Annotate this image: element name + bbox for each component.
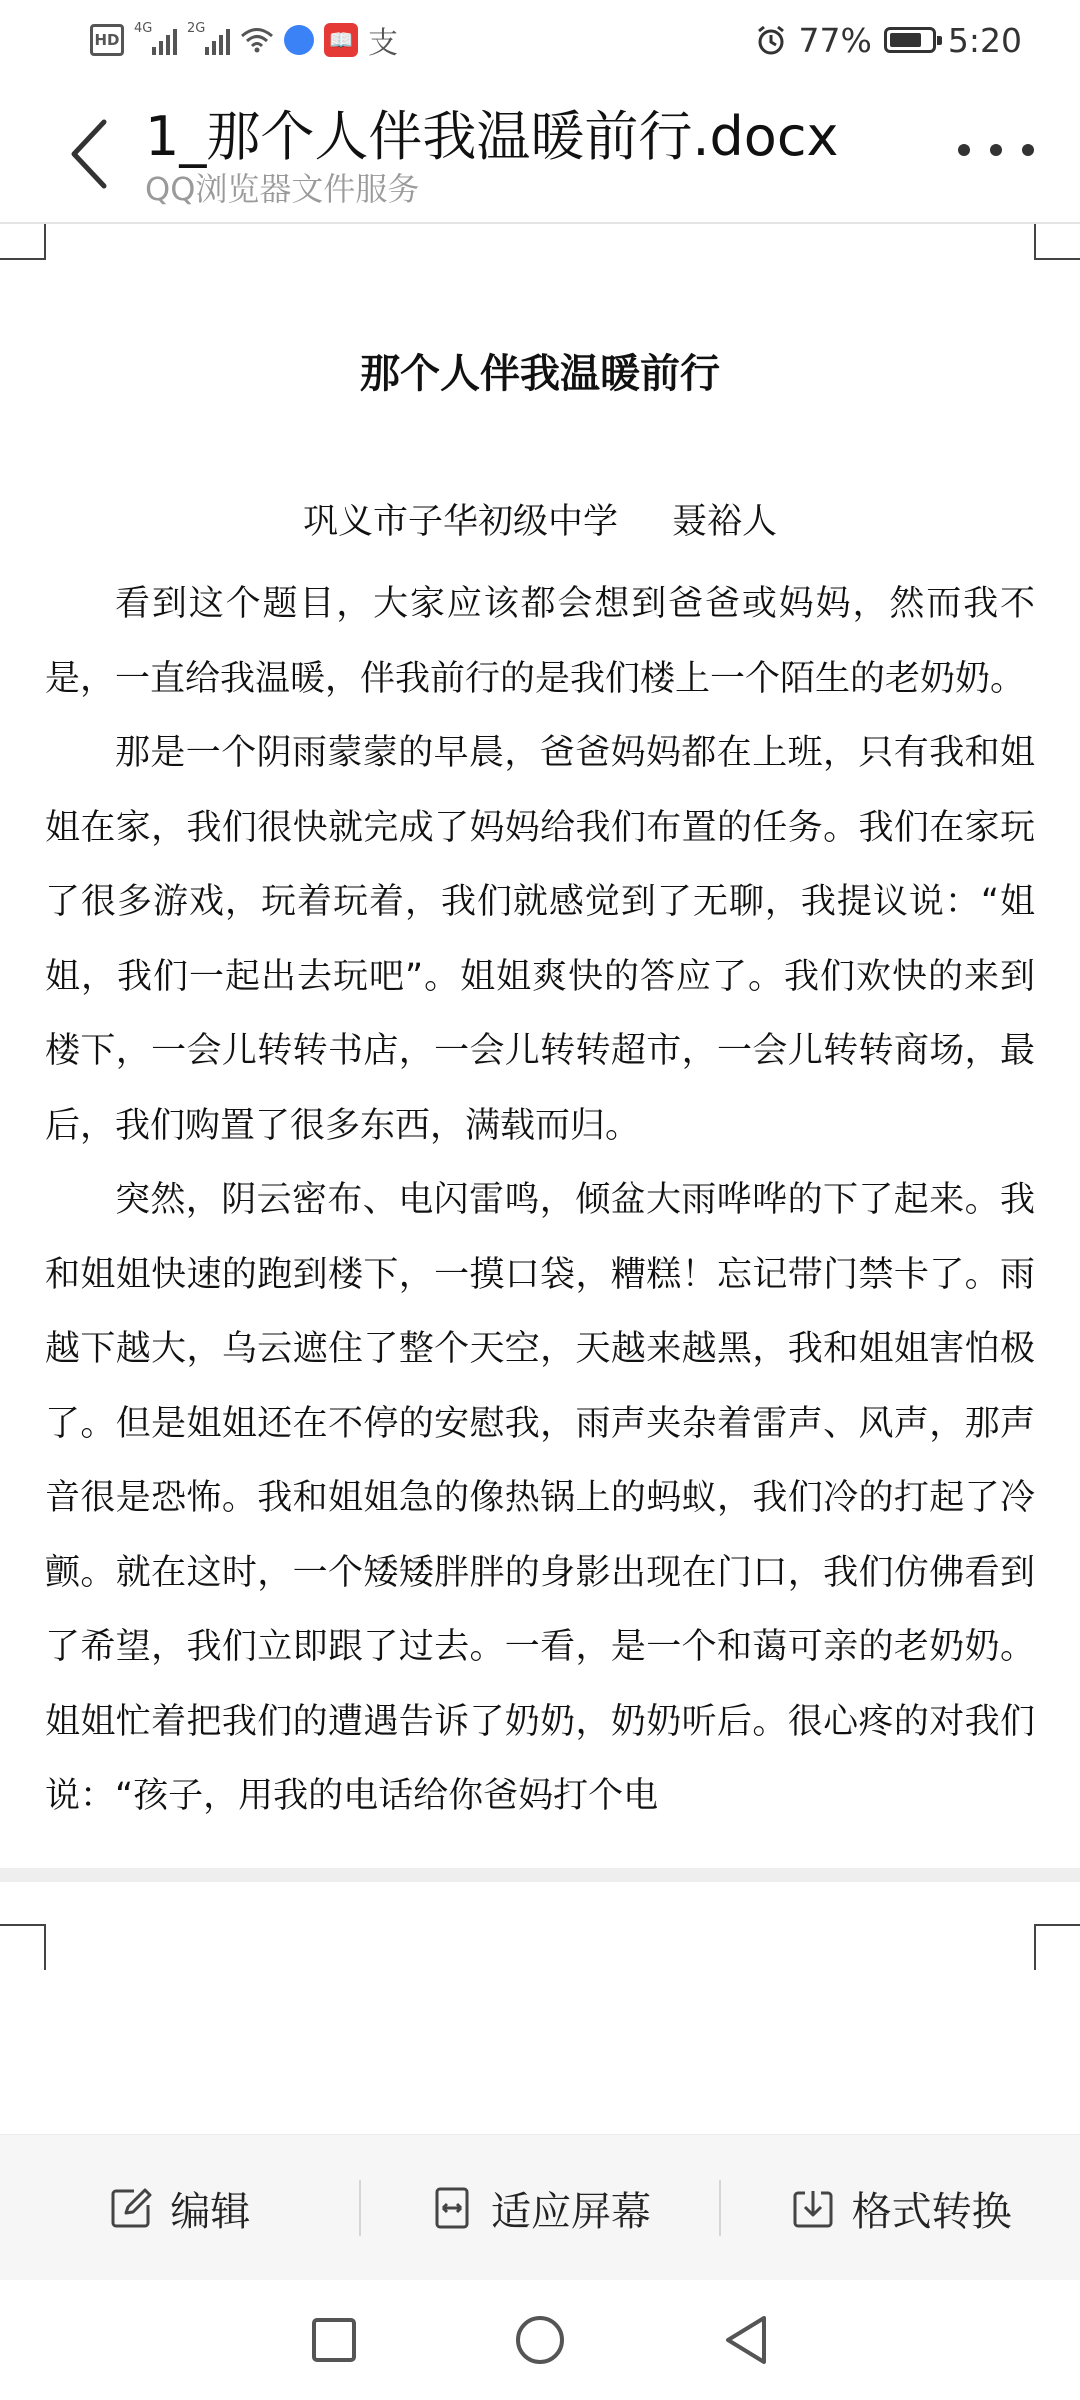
- alarm-icon: [755, 24, 787, 56]
- sim1-network-label: 4G: [134, 21, 153, 36]
- sim2-network-label: 2G: [187, 21, 206, 36]
- recent-apps-square-icon[interactable]: [306, 2312, 362, 2368]
- system-nav-bar: [0, 2280, 1080, 2400]
- more-dot-icon: [958, 144, 970, 156]
- home-circle-icon[interactable]: [512, 2312, 568, 2368]
- edit-button[interactable]: [0, 2135, 359, 2281]
- page-corner-mark: [1034, 224, 1080, 260]
- status-bar: [0, 0, 1080, 80]
- status-right: [755, 18, 1022, 62]
- more-dot-icon: [1022, 144, 1034, 156]
- back-triangle-icon[interactable]: [718, 2312, 774, 2368]
- format-convert-label: 格式转换: [851, 2188, 1012, 2235]
- wifi-icon: [240, 27, 274, 53]
- file-title: 1_那个人伴我温暖前行.docx: [145, 105, 839, 168]
- author-name: 聂裕人: [672, 502, 778, 542]
- battery-icon: [884, 27, 936, 53]
- fit-screen-icon: [429, 2185, 475, 2231]
- fit-screen-label: 适应屏幕: [491, 2188, 651, 2235]
- school-name: 巩义市子华初级中学: [302, 502, 618, 542]
- document-heading: 那个人伴我温暖前行: [360, 351, 720, 397]
- more-options-button[interactable]: [958, 130, 1034, 170]
- more-dot-icon: [990, 144, 1002, 156]
- signal-sim1-icon: [134, 21, 177, 55]
- page-corner-mark: [1034, 1924, 1080, 1970]
- battery-percent: 77%: [798, 20, 872, 60]
- document-viewer[interactable]: [0, 224, 1080, 2094]
- alipay-icon: 支: [368, 26, 398, 61]
- download-convert-icon: [790, 2185, 836, 2231]
- hd-voice-icon: HD: [90, 24, 124, 56]
- app-header: [0, 80, 1080, 224]
- bottom-toolbar: [0, 2134, 1080, 2281]
- edit-icon: [108, 2185, 154, 2231]
- clock-time: 5:20: [947, 20, 1022, 60]
- back-chevron-icon[interactable]: [60, 116, 120, 192]
- document-byline: [0, 494, 1080, 544]
- body-paragraph: 看到这个题目，大家应该都会想到爸爸或妈妈，然而我不是，一直给我温暖，伴我前行的是我们楼上一个陌生的老奶奶。: [45, 584, 1035, 699]
- format-convert-button[interactable]: [721, 2135, 1080, 2281]
- body-paragraph: 突然，阴云密布、电闪雷鸣，倾盆大雨哗哗的下了起来。我和姐姐快速的跑到楼下，一摸口袋，糟糕！忘记带门禁卡了。雨越下越大，乌云遮住了整个天空，天越来越黑，我和姐姐害怕极了。但是姐姐还在不停的安慰我，雨声夹杂着雷声、风声，那声音很是恐怖。我和姐姐急的像热锅上的蚂蚁，我们冷的打起了冷颤。就在这时，一个矮矮胖胖的身影出现在门口，我们仿佛看到了希望，我们立即跟了过去。一看，是一个和蔼可亲的老奶奶。姐姐忙着把我们的遭遇告诉了奶奶，奶奶听后。很心疼的对我们说：“孩子，用我的电话给你爸妈打个电: [45, 1180, 1035, 1816]
- page-corner-mark: [0, 224, 46, 260]
- browser-app-icon: [284, 25, 314, 55]
- page-corner-mark: [0, 1924, 46, 1970]
- document-body: [45, 567, 1035, 1834]
- signal-sim2-icon: [187, 21, 230, 55]
- reader-app-icon: 📖: [324, 23, 358, 57]
- file-subtitle: QQ浏览器文件服务: [145, 170, 420, 208]
- fit-screen-button[interactable]: [361, 2135, 720, 2281]
- status-left-icons: [90, 18, 398, 62]
- edit-label: 编辑: [170, 2188, 251, 2235]
- body-paragraph: 那是一个阴雨蒙蒙的早晨，爸爸妈妈都在上班，只有我和姐姐在家，我们很快就完成了妈妈给我们布置的任务。我们在家玩了很多游戏，玩着玩着，我们就感觉到了无聊，我提议说：“姐姐，我们一起出去玩吧”。姐姐爽快的答应了。我们欢快的来到楼下，一会儿转转书店，一会儿转转超市，一会儿转转商场，最后，我们购置了很多东西，满载而归。: [45, 733, 1035, 1146]
- page-separator: [0, 1868, 1080, 1882]
